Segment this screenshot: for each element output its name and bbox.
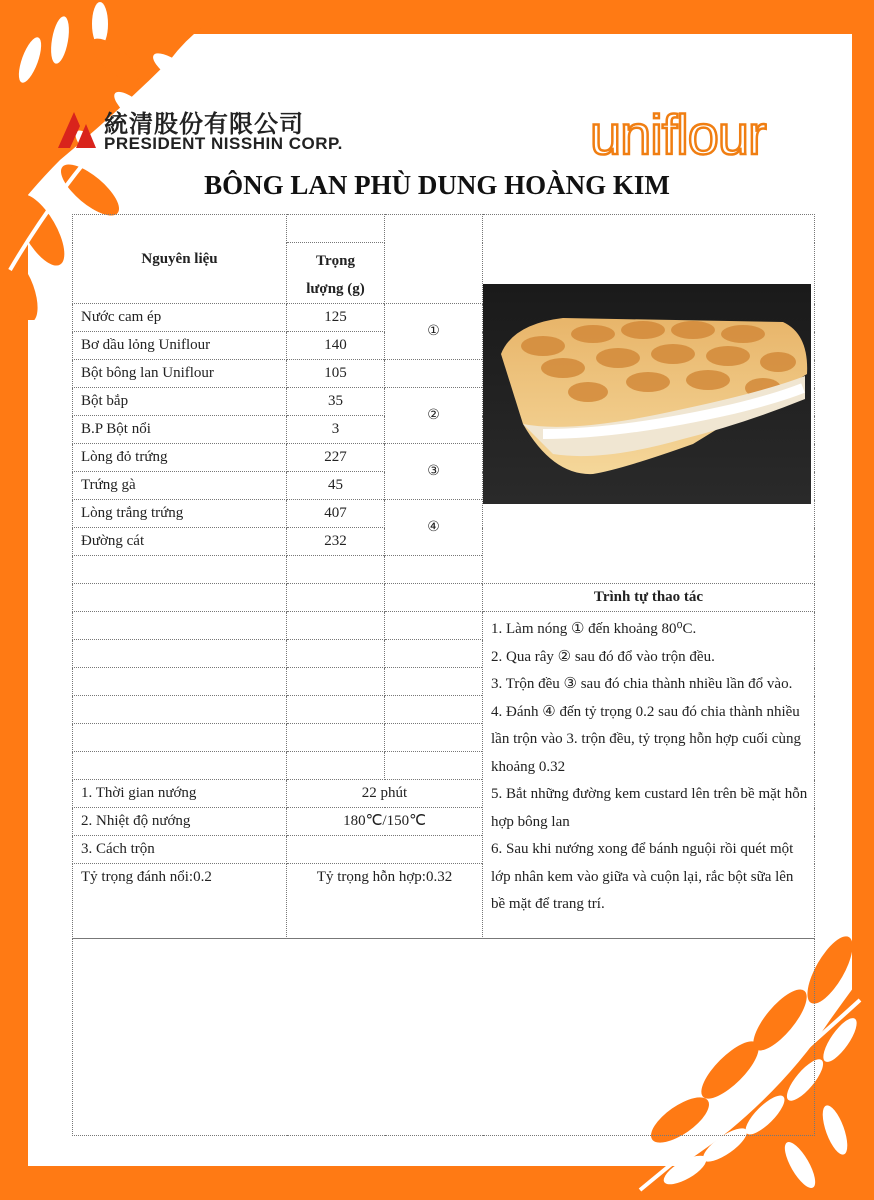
density-mix: Tỷ trọng hỗn hợp:0.32 [287,864,483,939]
blank-cell [73,640,287,668]
blank-cell [73,584,287,612]
blank-cell [385,556,483,584]
ingredient-weight: 232 [287,528,385,556]
ingredient-name: Lòng đỏ trứng [73,444,287,472]
blank-cell [287,724,385,752]
group-mark: ② [385,388,483,444]
ingredient-weight: 105 [287,360,385,388]
ingredient-weight: 35 [287,388,385,416]
notes-area [73,939,815,1136]
ingredient-weight: 125 [287,304,385,332]
blank-cell [287,836,483,864]
blank-cell [287,640,385,668]
blank-cell [385,215,483,304]
blank-cell [287,556,385,584]
group-mark: ① [385,304,483,360]
blank-cell [73,696,287,724]
ingredient-name: Đường cát [73,528,287,556]
bake-time-label: 1. Thời gian nướng [73,780,287,808]
ingredient-weight: 45 [287,472,385,500]
group-mark: ④ [385,500,483,556]
blank-cell [73,556,287,584]
procedure-steps [483,612,815,939]
blank-cell [287,752,385,780]
blank-cell [287,215,385,243]
weight-header-line1: Trọng [316,253,355,269]
blank-cell [385,612,483,640]
blank-cell [287,612,385,640]
blank-cell [385,696,483,724]
blank-cell [73,612,287,640]
blank-cell [385,584,483,612]
company-logo [52,104,352,156]
company-name-cjk: 統清股份有限公司 [104,110,304,138]
recipe-table [72,214,815,1136]
blank-cell [73,668,287,696]
photo-cell [483,215,815,584]
bake-temp-label: 2. Nhiệt độ nướng [73,808,287,836]
ingredient-name: B.P Bột nổi [73,416,287,444]
brand-logo [590,104,825,166]
brand-name: uniflour [590,103,766,166]
blank-cell [385,668,483,696]
ingredient-name: Lòng trắng trứng [73,500,287,528]
blank-cell [73,724,287,752]
blank-cell [385,752,483,780]
bake-temp-value: 180℃/150℃ [287,808,483,836]
ingredient-weight: 407 [287,500,385,528]
procedure-step: 2. Qua rây ② sau đó đổ vào trộn đều. [491,648,715,665]
procedure-step: 3. Trộn đều ③ sau đó chia thành nhiều lần đổ vào. [491,676,793,692]
ingredient-name: Bơ dầu lỏng Uniflour [73,332,287,360]
ingredient-name: Nước cam ép [73,304,287,332]
blank-cell [287,584,385,612]
blank-cell [287,668,385,696]
ingredient-weight: 140 [287,332,385,360]
group-mark: ③ [385,444,483,500]
page-title: BÔNG LAN PHÙ DUNG HOÀNG KIM [204,170,670,200]
density-whip: Tỷ trọng đánh nổi:0.2 [73,864,287,939]
ingredient-name: Bột bắp [73,388,287,416]
ingredient-header: Nguyên liệu [73,215,287,304]
bake-time-value: 22 phút [287,780,483,808]
company-name-en: PRESIDENT NISSHIN CORP. [104,134,343,153]
procedure-step: 1. Làm nóng ① đến khoảng 80⁰C. [491,621,697,637]
procedure-step: 6. Sau khi nướng xong để bánh nguội rồi quét một lớp nhân kem vào giữa và cuộn lại, rắc bột sữa lên bề mặt để trang trí. [491,841,794,912]
ingredient-weight: 3 [287,416,385,444]
blank-cell [385,360,483,388]
ingredient-name: Trứng gà [73,472,287,500]
procedure-step: 4. Đánh ④ đến tỷ trọng 0.2 sau đó chia thành nhiều lần trộn vào 3. trộn đều, tỷ trọng hỗn hợp cuối cùng khoảng 0.32 [491,703,801,775]
weight-header [287,243,385,304]
mix-label: 3. Cách trộn [73,836,287,864]
ingredient-weight: 227 [287,444,385,472]
procedure-heading: Trình tự thao tác [483,584,815,612]
blank-cell [287,696,385,724]
blank-cell [73,752,287,780]
procedure-step: 5. Bắt những đường kem custard lên trên bề mặt hỗn hợp bông lan [491,786,808,830]
cake-photo [483,284,811,504]
company-logo-mark-icon [52,108,100,152]
blank-cell [385,640,483,668]
blank-cell [385,724,483,752]
weight-header-line2: lượng (g) [306,281,365,297]
ingredient-name: Bột bông lan Uniflour [73,360,287,388]
